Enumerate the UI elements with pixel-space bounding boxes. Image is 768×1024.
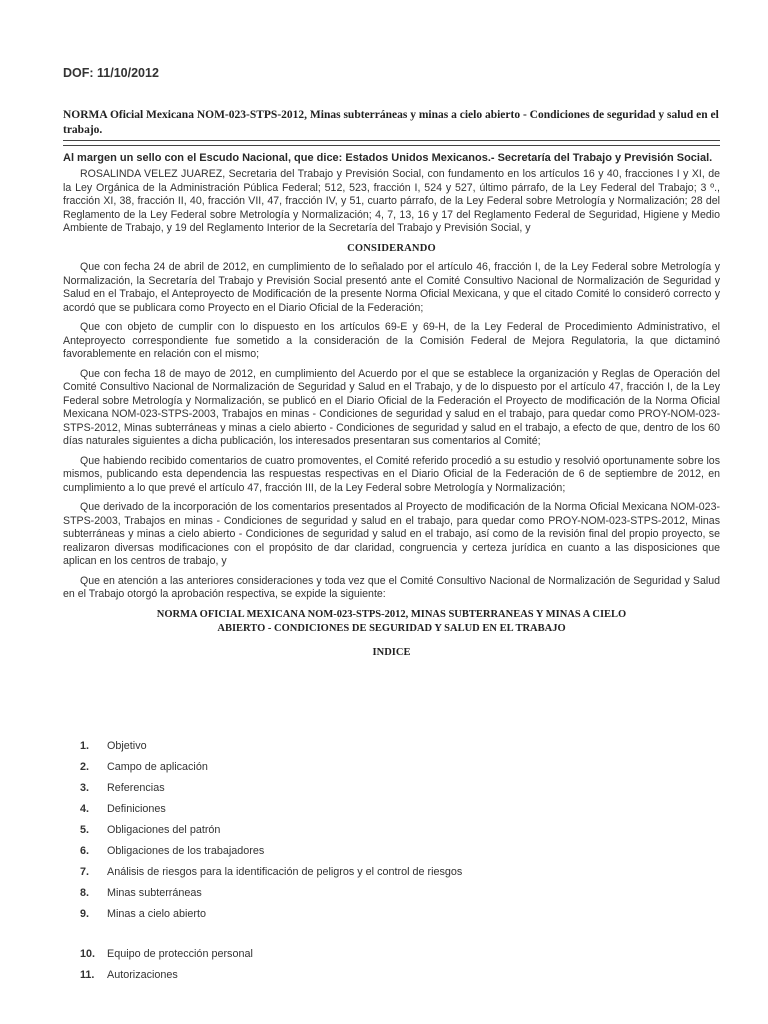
considerando-paragraph: Que habiendo recibido comentarios de cuatro promoventes, el Comité referido procedió a su estudio y resolvió oportunamente sobre los mismos, publicando esta dependencia las respuestas respectivas en el Diario Oficial de la Federación de 6 de septiembre de 2012, en cumplimiento a lo que prevé el artículo 47, fracción III, de la Ley Federal sobre Metrología y Normalización; <box>63 454 720 494</box>
index-number: 11. <box>80 969 95 981</box>
index-item <box>80 908 206 920</box>
index-number: 2. <box>80 761 90 773</box>
index-number: 9. <box>80 908 90 920</box>
index-label: Equipo de protección personal <box>107 948 253 960</box>
index-item <box>80 887 202 899</box>
norm-heading-line: NORMA OFICIAL MEXICANA NOM-023-STPS-2012, MINAS SUBTERRANEAS Y MINAS A CIELO <box>156 608 627 620</box>
index-item <box>80 948 253 960</box>
index-label: Minas subterráneas <box>107 887 202 899</box>
considerando-paragraph: Que con fecha 18 de mayo de 2012, en cumplimiento del Acuerdo por el que se establece la organización y Reglas de Operación del Comité Consultivo Nacional de Normalización de Seguridad y Salud en el Trabajo, y de lo dispuesto por el artículo 47, fracción I, de la Ley Federal sobre Metrología y Normalización, se publicó en el Diario Oficial de la Federación el Proyecto de modificación de la Norma Oficial Mexicana NOM-023-STPS-2003, Trabajos en minas - Condiciones de seguridad y salud en el trabajo, para quedar como PROY-NOM-023-STPS-2012, Minas subterráneas y minas a cielo abierto - Condiciones de seguridad y salud en el trabajo, a efecto de que, dentro de los 60 días naturales siguientes a dicha publicación, los interesados presentaran sus comentarios al Comité; <box>63 367 720 447</box>
intro-paragraph: ROSALINDA VELEZ JUAREZ, Secretaria del Trabajo y Previsión Social, con fundamento en los artículos 16 y 40, fracciones I y XI, de la Ley Orgánica de la Administración Pública Federal; 512, 523, fracción I, 524 y 527, último párrafo, de la Ley Federal del Trabajo; 3 º., fracción XI, 38, fracción II, 40, fracción VII, 47, fracción IV, y 51, cuarto párrafo, de la Ley Federal sobre Metrología y Normalización; 28 del Reglamento de la Ley Federal sobre Metrología y Normalización; 4, 7, 13, 16 y 17 del Reglamento Federal de Seguridad, Higiene y Medio Ambiente de Trabajo, y 19 del Reglamento Interior de la Secretaría del Trabajo y Previsión Social, y <box>63 168 720 234</box>
index-item <box>80 866 462 878</box>
index-label: Análisis de riesgos para la identificación de peligros y el control de riesgos <box>107 866 463 878</box>
considerando-paragraph: Que con fecha 24 de abril de 2012, en cumplimiento de lo señalado por el artículo 46, fracción I, de la Ley Federal sobre Metrología y Normalización, la Secretaría del Trabajo y Previsión Social presentó ante el Comité Consultivo Nacional de Normalización de Seguridad y Salud en el Trabajo, el Anteproyecto de Modificación de la presente Norma Oficial Mexicana, y que el citado Comité lo consideró correcto y acordó que se publicara como Proyecto en el Diario Oficial de la Federación; <box>63 261 720 314</box>
index-number: 5. <box>80 824 90 836</box>
index-label: Objetivo <box>107 740 147 752</box>
index-item <box>80 782 165 794</box>
index-item <box>80 740 147 752</box>
index-label: Campo de aplicación <box>107 761 208 773</box>
index-label: Minas a cielo abierto <box>107 908 207 920</box>
index-number: 10. <box>80 948 96 960</box>
index-item <box>80 824 220 836</box>
index-label: Obligaciones de los trabajadores <box>107 845 265 857</box>
divider-bottom <box>63 145 720 146</box>
norm-heading <box>63 608 720 636</box>
index-label: Referencias <box>107 782 165 794</box>
index-number: 6. <box>80 845 90 857</box>
index-label: Autorizaciones <box>107 969 178 981</box>
index-item <box>80 761 208 773</box>
considerando-paragraph: Que en atención a las anteriores consideraciones y toda vez que el Comité Consultivo Nacional de Normalización de Seguridad y Salud en el Trabajo otorgó la aprobación respectiva, se expide la siguiente: <box>63 574 720 600</box>
index-label: Definiciones <box>107 803 166 815</box>
index-number: 4. <box>80 803 90 815</box>
divider-top <box>63 140 720 141</box>
index-item <box>80 803 166 815</box>
considerando-heading: CONSIDERANDO <box>347 242 436 254</box>
considerando-paragraph: Que derivado de la incorporación de los comentarios presentados al Proyecto de modificación de la Norma Oficial Mexicana NOM-023-STPS-2003, Trabajos en minas - Condiciones de seguridad y salud en el trabajo, para quedar como PROY-NOM-023-STPS-2012, Minas subterráneas y minas a cielo abierto - Condiciones de seguridad y salud en el trabajo, así como de la revisión final del propio proyecto, se realizaron diversas modificaciones con el propósito de dar claridad, congruencia y certeza jurídica en cuanto a las disposiciones que aplican en los centros de trabajo, y <box>63 501 720 567</box>
norm-heading-line: ABIERTO - CONDICIONES DE SEGURIDAD Y SALUD EN EL TRABAJO <box>217 622 566 634</box>
document-body <box>63 168 720 669</box>
margin-note: Al margen un sello con el Escudo Nacional, que dice: Estados Unidos Mexicanos.- Secretaría del Trabajo y Previsión Social. <box>63 152 713 164</box>
document-title: NORMA Oficial Mexicana NOM-023-STPS-2012, Minas subterráneas y minas a cielo abierto - Condiciones de seguridad y salud en el trabajo. <box>63 109 719 136</box>
index-number: 8. <box>80 887 90 899</box>
index-number: 1. <box>80 740 90 752</box>
considerando-paragraph: Que con objeto de cumplir con lo dispuesto en los artículos 69-E y 69-H, de la Ley Federal de Procedimiento Administrativo, el Anteproyecto correspondiente fue sometido a la consideración de la Comisión Federal de Mejora Regulatoria, la que dictaminó favorablemente en relación con el mismo; <box>63 321 720 360</box>
index-item <box>80 845 264 857</box>
index-label: Obligaciones del patrón <box>107 824 221 836</box>
index-heading: INDICE <box>372 646 411 658</box>
index-number: 7. <box>80 866 90 878</box>
publication-date: DOF: 11/10/2012 <box>63 66 159 80</box>
index-number: 3. <box>80 782 90 794</box>
index-item <box>80 969 178 981</box>
